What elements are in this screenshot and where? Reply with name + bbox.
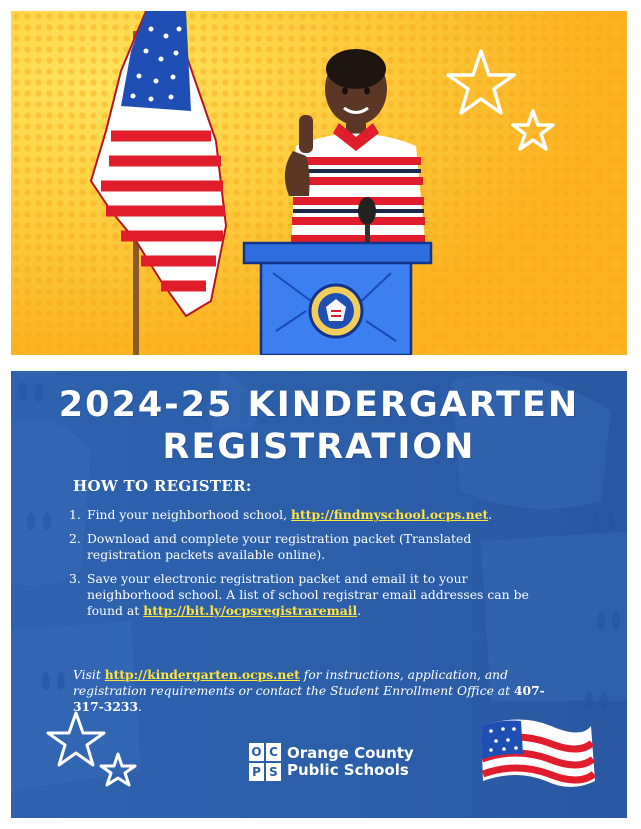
registrar-email-link[interactable]: http://bit.ly/ocpsregistraremail	[143, 603, 358, 618]
logo-line-2: Public Schools	[287, 761, 409, 779]
steps-list	[69, 507, 539, 627]
step-number: 3.	[69, 571, 81, 586]
logo-letter: C	[266, 743, 281, 761]
visit-paragraph	[73, 667, 573, 715]
logo-letter: O	[249, 743, 264, 761]
page-title-line-2: REGISTRATION	[162, 427, 476, 467]
page-title-line-1: 2024-25 KINDERGARTEN	[58, 385, 580, 425]
visit-middle: for instructions, application, and registration requirements or contact the Student Enrollment Office at	[73, 668, 514, 698]
step-number: 1.	[69, 507, 81, 522]
registration-card	[11, 371, 627, 818]
how-to-heading: HOW TO REGISTER:	[73, 477, 252, 495]
step-text: Find your neighborhood school,	[87, 507, 292, 522]
ocps-logo-text	[287, 745, 414, 779]
step-3	[69, 571, 539, 619]
visit-suffix: .	[138, 700, 142, 714]
visit-prefix: Visit	[73, 668, 105, 682]
step-number: 2.	[69, 531, 81, 546]
step-text: Save your electronic registration packet and email it to your neighborhood school. A list of school registrar email addresses can be found at	[87, 571, 529, 618]
findmyschool-link[interactable]: http://findmyschool.ocps.net	[291, 507, 489, 522]
step-text-end: .	[357, 603, 362, 618]
logo-line-1: Orange County	[287, 744, 414, 762]
ocps-logo	[249, 743, 414, 781]
step-1	[69, 507, 539, 523]
kindergarten-link[interactable]: http://kindergarten.ocps.net	[104, 667, 300, 682]
podium-seal-icon	[310, 285, 362, 337]
phone-number: 407-317-3233	[73, 683, 545, 714]
logo-letter: S	[266, 763, 281, 781]
step-text: Download and complete your registration packet (Translated registration packets available online).	[87, 531, 472, 562]
ocps-logo-mark	[249, 743, 281, 781]
step-text-end: .	[488, 507, 493, 522]
step-2	[69, 531, 539, 563]
logo-letter: P	[249, 763, 264, 781]
hero-illustration	[11, 11, 627, 355]
american-flag-icon	[481, 720, 595, 788]
